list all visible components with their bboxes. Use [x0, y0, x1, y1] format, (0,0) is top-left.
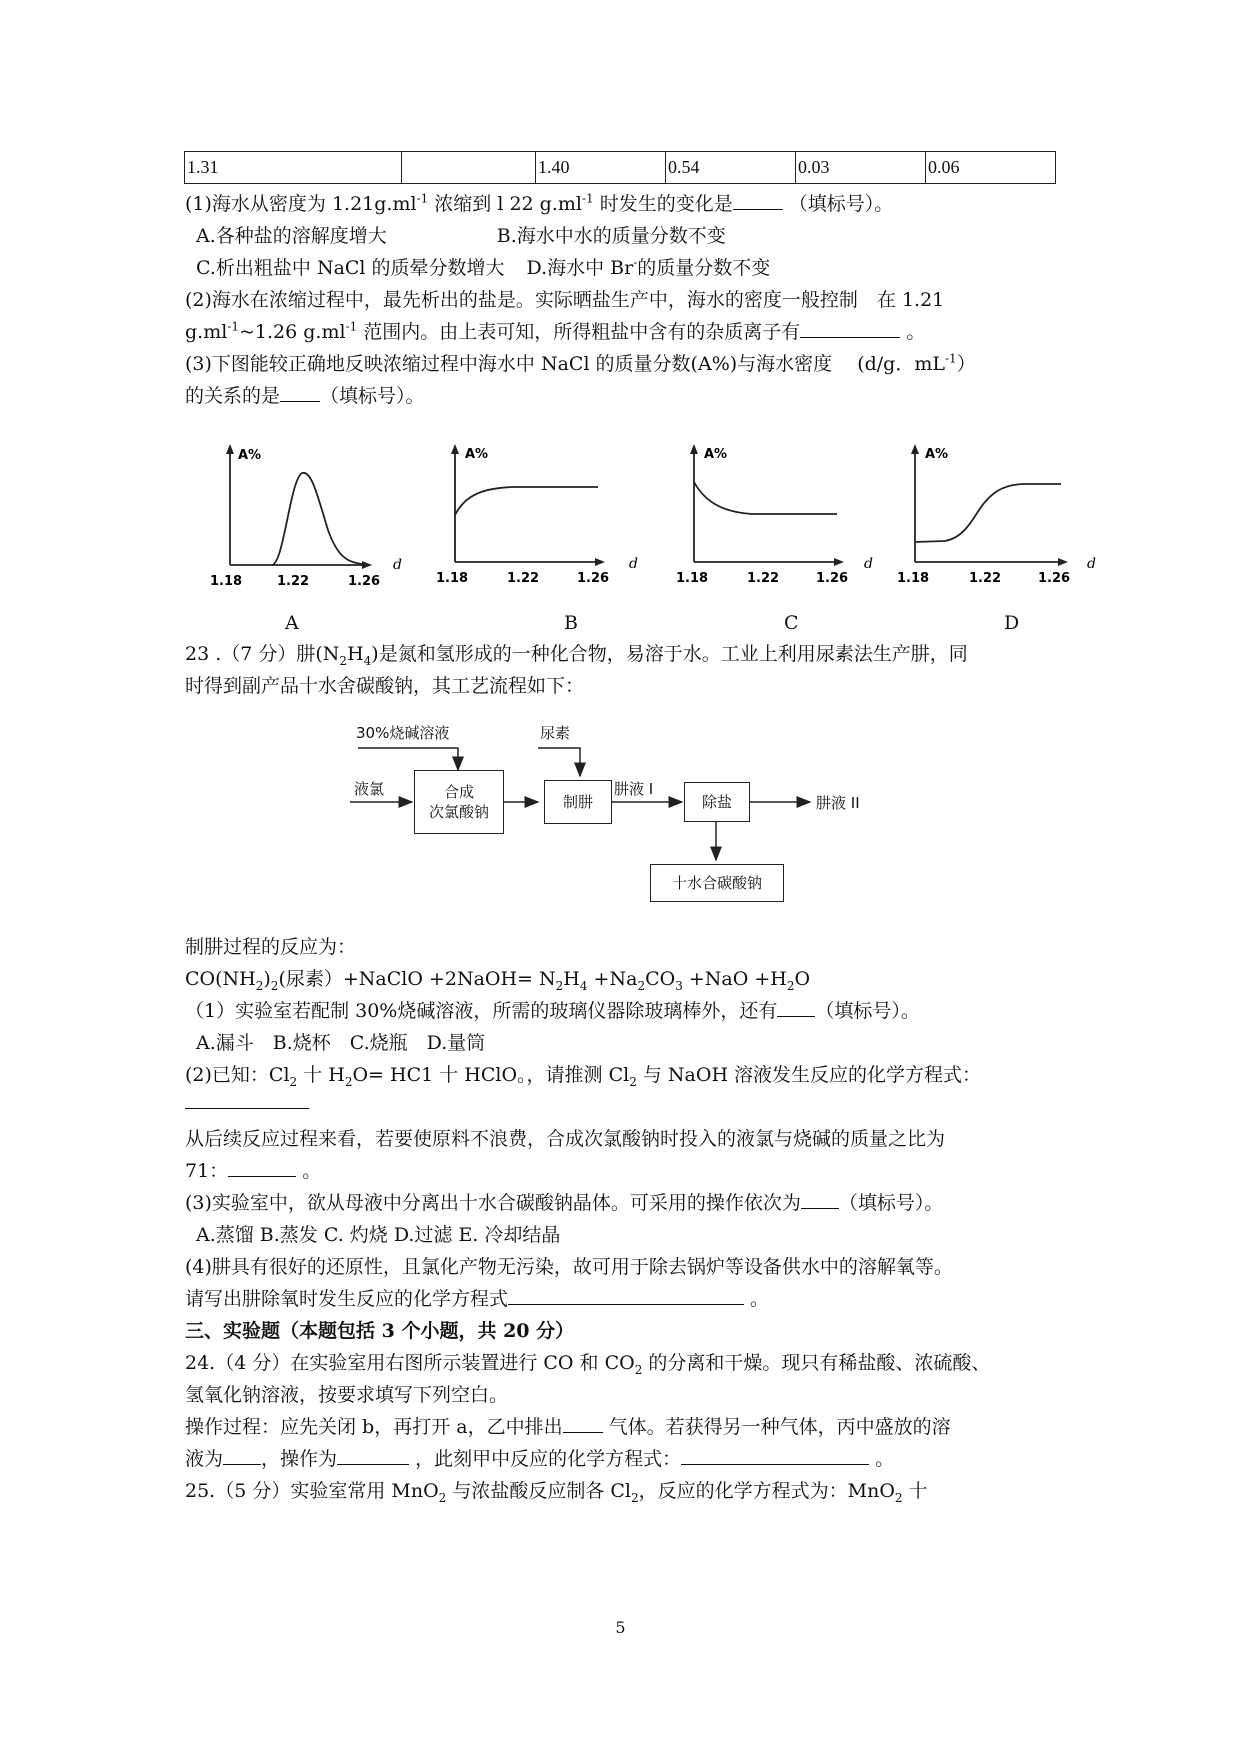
curve-b: [455, 487, 598, 515]
answer-blank[interactable]: [185, 1090, 309, 1109]
tick-label: 1.18: [897, 571, 930, 585]
tick-label: 1.26: [577, 571, 610, 585]
q23-part2-ratio-cont: 71： 。: [185, 1160, 322, 1182]
table-cell: 0.06: [926, 152, 1056, 184]
option-c: C.析出粗盐中 NaCl 的质晕分数增大: [196, 257, 505, 279]
q22-part2: (2)海水在浓缩过程中，最先析出的盐是。实际晒盐生产中，海水的密度一般控制 在 1.21: [185, 289, 945, 311]
q23-part1: （1）实验室若配制 30%烧碱溶液，所需的玻璃仪器除玻璃棒外，还有 （填标号）。: [185, 1000, 920, 1022]
label-hydrazine-2: 肼液 II: [816, 794, 860, 812]
input-caustic-soda: 30%烧碱溶液: [356, 724, 450, 742]
answer-blank[interactable]: [223, 1446, 261, 1465]
input-liquid-chlorine: 液氯: [354, 780, 385, 798]
curve-c: [694, 482, 837, 514]
density-table: [184, 151, 1056, 184]
answer-blank[interactable]: [681, 1446, 869, 1465]
q23-part3-options: A.蒸馏 B.蒸发 C. 灼烧 D.过滤 E. 冷却结晶: [196, 1224, 561, 1246]
answer-blank[interactable]: [228, 1158, 296, 1177]
section-3-heading: 三、实验题（本题包括 3 个小题，共 20 分）: [185, 1320, 575, 1342]
q22-part3-cont: 的关系的是 （填标号）。: [185, 385, 425, 407]
box-sodium-carbonate: 十水合碳酸钠: [650, 864, 784, 902]
graph-a: [200, 440, 440, 585]
q22-part3: (3)下图能较正确地反映浓缩过程中海水中 NaCl 的质量分数(A%)与海水密度 (d/g．$mL^{-1}$）: [185, 351, 976, 375]
box-synthesis-naclo: [414, 770, 504, 834]
table-cell: 0.03: [796, 152, 926, 184]
tick-label: 1.26: [1038, 571, 1071, 585]
table-row: [185, 152, 1056, 184]
y-label: A%: [925, 447, 949, 462]
choice-label-c: C: [784, 612, 799, 634]
choice-label-a: A: [285, 612, 299, 634]
tick-label: 1.18: [210, 574, 243, 585]
q24-line3: 操作过程：应先关闭 b，再打开 a，乙中排出 气体。若获得另一种气体，丙中盛放的溶: [185, 1416, 951, 1438]
q23-part2-ratio: 从后续反应过程来看，若要使原料不浪费，合成次氯酸钠时投入的液氯与烧碱的质量之比为: [185, 1128, 946, 1150]
y-label: A%: [704, 447, 728, 462]
answer-blank[interactable]: [801, 1190, 839, 1209]
q22-options-cd: C.析出粗盐中 NaCl 的质晕分数增大 D.海水中 Br-的质量分数不变: [196, 255, 771, 279]
option-d: D.海水中 Br: [526, 257, 634, 279]
q24-line1: 24.（4 分）在实验室用右图所示装置进行 CO 和 $CO_2$ 的分离和干燥。现只有稀盐酸、浓硫酸、: [185, 1352, 991, 1377]
q22-options-ab: [196, 223, 726, 249]
tick-label: 1.18: [676, 571, 709, 585]
answer-blank[interactable]: [280, 383, 320, 402]
x-label: d: [1087, 556, 1096, 572]
q23-part2: (2)已知：$Cl_2$ 十 $H_2O= HC1$ 十 HClO。，请推测 $Cl_2$ 与 NaOH 溶液发生反应的化学方程式：: [185, 1064, 982, 1089]
x-label: d: [629, 556, 638, 572]
answer-blank[interactable]: [563, 1414, 603, 1433]
curve-d: [915, 484, 1061, 542]
q23-part4-cont: 请写出肼除氧时发生反应的化学方程式 。: [185, 1288, 770, 1310]
tick-label: 1.26: [816, 571, 849, 585]
answer-blank[interactable]: [777, 998, 815, 1017]
q24-line2: 氢氧化钠溶液，按要求填写下列空白。: [185, 1384, 509, 1406]
q23-title: 23 .（7 分）肼$(N_2H_4)$是氮和氢形成的一种化合物，易溶于水。工业上利用尿素法生产肼，同: [185, 643, 968, 668]
y-label: A%: [238, 448, 262, 463]
box-make-hydrazine: 制肼: [544, 780, 612, 824]
option-a: A.各种盐的溶解度增大: [196, 225, 387, 247]
q23-part4: (4)肼具有很好的还原性，且氯化产物无污染，故可用于除去锅炉等设备供水中的溶解氧等。: [185, 1256, 953, 1278]
box-text: 次氯酸钠: [428, 803, 489, 821]
page-number: 5: [615, 1618, 626, 1637]
answer-blank[interactable]: [733, 191, 783, 210]
answer-blank[interactable]: [508, 1286, 744, 1305]
label-hydrazine-1: 肼液 I: [614, 780, 654, 798]
reaction-label: 制肼过程的反应为：: [185, 936, 357, 958]
box-text: 合成: [443, 783, 474, 801]
q23-part2-blank: [185, 1090, 309, 1116]
q24-line4: 液为 ，操作为 ，此刻甲中反应的化学方程式： 。: [185, 1448, 895, 1470]
choice-label-d: D: [1004, 612, 1020, 634]
tick-label: 1.22: [507, 571, 540, 585]
q25-line1: 25.（5 分）实验室常用 MnO$_2$ 与浓盐酸反应制各 $Cl_2$，反应的化学方程式为：MnO$_2$ 十: [185, 1480, 928, 1505]
q23-title-cont: 时得到副产品十水舍碳酸钠，其工艺流程如下：: [185, 675, 585, 697]
graph-c: [672, 440, 912, 585]
table-cell: 1.40: [536, 152, 666, 184]
box-desalt: 除盐: [684, 782, 750, 822]
q22-part1: (1)海水从密度为 $1.21g.ml^{-1}$ 浓缩到 l 22 $g.ml^{-1}$ 时发生的变化是 （填标号）。: [185, 191, 894, 215]
input-urea: 尿素: [540, 724, 571, 742]
table-cell: [402, 152, 536, 184]
process-flow-diagram: [350, 718, 910, 918]
y-label: A%: [465, 447, 489, 462]
tick-label: 1.18: [436, 571, 469, 585]
tick-label: 1.22: [277, 574, 310, 585]
graph-b: [433, 440, 673, 585]
q23-part3: (3)实验室中，欲从母液中分离出十水合碳酸钠晶体。可采用的操作依次为 （填标号）。: [185, 1192, 944, 1214]
tick-label: 1.26: [348, 574, 381, 585]
q23-part1-options: A.漏斗 B.烧杯 C.烧瓶 D.量筒: [196, 1032, 486, 1054]
x-label: d: [393, 557, 402, 573]
table-cell: 1.31: [185, 152, 402, 184]
curve-a: [272, 473, 362, 565]
tick-label: 1.22: [969, 571, 1002, 585]
answer-blank[interactable]: [800, 319, 900, 338]
reaction-equation: $CO(NH_2)_2$(尿素）+NaClO +2NaOH= $N_2H_4 +Na_2CO_3 +NaO +H_2O$: [185, 968, 811, 993]
table-cell: 0.54: [666, 152, 796, 184]
option-b: B.海水中水的质量分数不变: [496, 225, 726, 247]
q22-part2-cont: $g.ml^{-1}\sim 1.26$ $g.ml^{-1}$ 范围内。由上表可知，所得粗盐中含有的杂质离子有 。: [185, 319, 926, 343]
answer-blank[interactable]: [337, 1446, 409, 1465]
tick-label: 1.22: [747, 571, 780, 585]
x-label: d: [864, 556, 873, 572]
choice-label-b: B: [564, 612, 578, 634]
graph-d: [893, 440, 1133, 585]
